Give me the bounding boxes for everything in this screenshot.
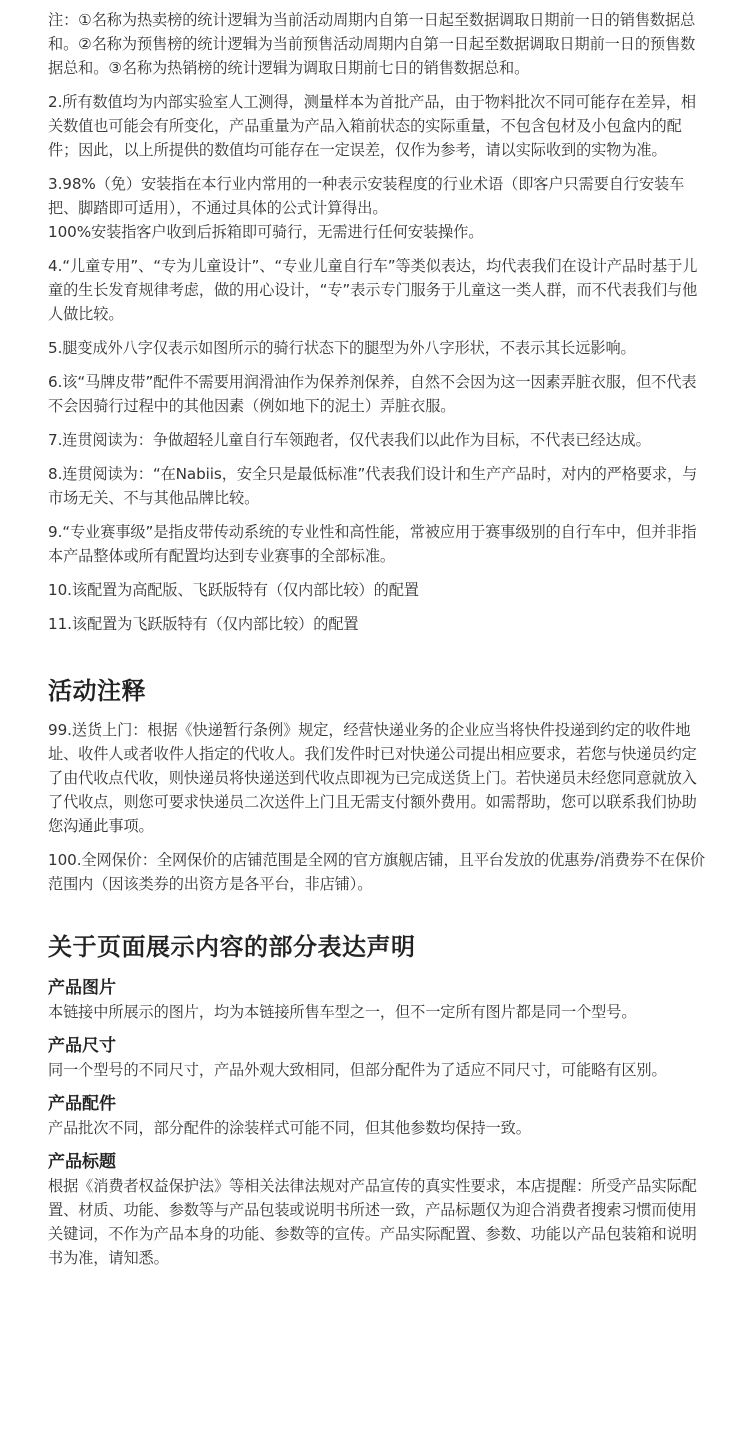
note-paragraph: 2.所有数值均为内部实验室人工测得，测量样本为首批产品，由于物料批次不同可能存在差异，相关数值也可能会有所变化，产品重量为产品入箱前状态的实际重量，不包含包材及小包盒内的配件；因此，以上所提供的数值均可能存在一定误差，仅作为参考，请以实际收到的实物为准。 [48,93,696,159]
statement-heading: 产品标题 [48,1152,116,1172]
activity-section [48,718,706,896]
note-paragraph: 5.腿变成外八字仅表示如图所示的骑行状态下的腿型为外八字形状，不表示其长远影响。 [48,339,636,357]
notes-section [48,8,706,636]
statement-section [48,976,706,1270]
note-paragraph: 100%安装指客户收到后拆箱即可骑行，无需进行任何安装操作。 [48,223,484,241]
statement-heading: 产品尺寸 [48,1036,116,1056]
statement-block-parts [48,1092,706,1140]
statement-text: 根据《消费者权益保护法》等相关法律法规对产品宣传的真实性要求，本店提醒：所受产品实际配置、材质、功能、参数等与产品包装或说明书所述一致，产品标题仅为迎合消费者搜索习惯而使用关键词，不作为产品本身的功能、参数等的宣传。产品实际配置、参数、功能以产品包装箱和说明书为准，请知悉。 [48,1177,697,1267]
statement-heading: 产品配件 [48,1094,116,1114]
note-paragraph: 4.“儿童专用”、“专为儿童设计”、“专业儿童自行车”等类似表达，均代表我们在设计产品时基于儿童的生长发育规律考虑，做的用心设计，“专”表示专门服务于儿童这一类人群，而不代表我们与他人做比较。 [48,257,698,323]
statement-block-sizes [48,1034,706,1082]
note-paragraph: 10.该配置为高配版、飞跃版特有（仅内部比较）的配置 [48,581,419,599]
statement-text: 同一个型号的不同尺寸，产品外观大致相同，但部分配件为了适应不同尺寸，可能略有区别。 [48,1061,667,1079]
statement-text: 产品批次不同，部分配件的涂装样式可能不同，但其他参数均保持一致。 [48,1119,531,1137]
note-paragraph: 7.连贯阅读为：争做超轻儿童自行车领跑者，仅代表我们以此作为目标，不代表已经达成。 [48,431,651,449]
statement-text: 本链接中所展示的图片，均为本链接所售车型之一，但不一定所有图片都是同一个型号。 [48,1003,637,1021]
note-paragraph: 9.“专业赛事级”是指皮带传动系统的专业性和高性能，常被应用于赛事级别的自行车中，但并非指本产品整体或所有配置均达到专业赛事的全部标准。 [48,523,697,565]
note-paragraph: 注：①名称为热卖榜的统计逻辑为当前活动周期内自第一日起至数据调取日期前一日的销售数据总和。②名称为预售榜的统计逻辑为当前预售活动周期内自第一日起至数据调取日期前一日的预售数据总和。③名称为热销榜的统计逻辑为调取日期前七日的销售数据总和。 [48,11,696,77]
activity-section-title: 活动注释 [48,677,146,705]
note-paragraph: 8.连贯阅读为：“在Nabiis，安全只是最低标准”代表我们设计和生产产品时，对内的严格要求，与市场无关、不与其他品牌比较。 [48,465,698,507]
statement-heading: 产品图片 [48,978,116,998]
statement-section-title: 关于页面展示内容的部分表达声明 [48,933,416,961]
statement-block-images [48,976,706,1024]
activity-paragraph: 100.全网保价：全网保价的店铺范围是全网的官方旗舰店铺，且平台发放的优惠券/消费券不在保价范围内（因该类券的出资方是各平台，非店铺）。 [48,851,706,893]
note-paragraph: 3.98%（免）安装指在本行业内常用的一种表示安装程度的行业术语（即客户只需要自行安装车把、脚踏即可适用），不通过具体的公式计算得出。 [48,175,685,217]
note-paragraph: 11.该配置为飞跃版特有（仅内部比较）的配置 [48,615,359,633]
activity-paragraph: 99.送货上门：根据《快递暂行条例》规定，经营快递业务的企业应当将快件投递到约定的收件地址、收件人或者收件人指定的代收人。我们发件时已对快递公司提出相应要求，若您与快递员约定了由代收点代收，则快递员将快递送到代收点即视为已完成送货上门。若快递员未经您同意就放入了代收点，则您可要求快递员二次送件上门且无需支付额外费用。如需帮助，您可以联系我们协助您沟通此事项。 [48,721,697,835]
note-paragraph: 6.该“马牌皮带”配件不需要用润滑油作为保养剂保养，自然不会因为这一因素弄脏衣服，但不代表不会因骑行过程中的其他因素（例如地下的泥土）弄脏衣服。 [48,373,697,415]
statement-block-title [48,1150,706,1270]
